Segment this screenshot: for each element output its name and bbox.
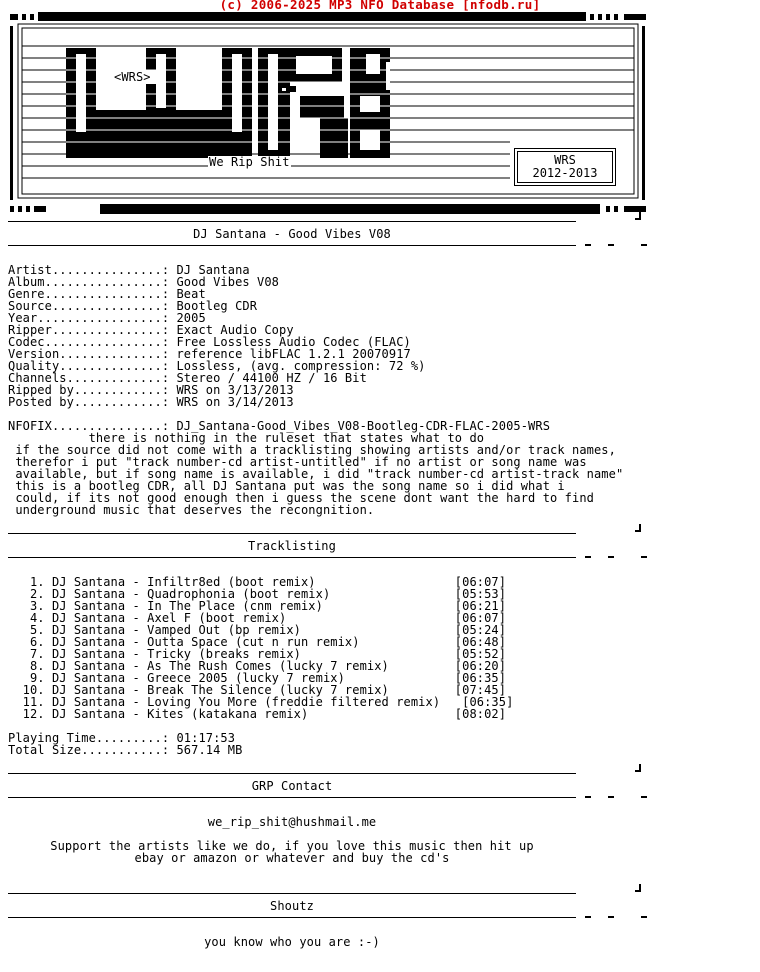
section-tracklisting: Tracklisting bbox=[248, 539, 336, 553]
track-row: 9. DJ Santana - Greece 2005 (lucky 7 remix) [06:35] bbox=[8, 671, 507, 685]
section-shoutz: Shoutz bbox=[270, 899, 314, 913]
track-row: 11. DJ Santana - Loving You More (freddie filtered remix) [06:35] bbox=[8, 695, 514, 709]
shoutz-text: you know who you are :-) bbox=[204, 935, 380, 949]
info-line: Source...............: Bootleg CDR bbox=[8, 299, 258, 313]
track-row: 2. DJ Santana - Quadrophonia (boot remix) [05:53] bbox=[8, 587, 507, 601]
info-line: Codec................: Free Lossless Audio Codec (FLAC) bbox=[8, 335, 411, 349]
track-row: 8. DJ Santana - As The Rush Comes (lucky 7 remix) [06:20] bbox=[8, 659, 507, 673]
nfofix-line: available, but if song name is available, i did "track number-cd artist-track name" bbox=[8, 467, 624, 481]
nfofix-line: if the source did not come with a tracklisting showing artists and/or track names, bbox=[8, 443, 616, 457]
divider bbox=[8, 893, 576, 894]
divider bbox=[8, 221, 576, 222]
corner-mark bbox=[638, 884, 641, 892]
track-row: 10. DJ Santana - Break The Silence (lucky 7 remix) [07:45] bbox=[8, 683, 507, 697]
track-row: 12. DJ Santana - Kites (katakana remix) [08:02] bbox=[8, 707, 507, 721]
divider bbox=[8, 773, 576, 774]
corner-mark bbox=[638, 764, 641, 772]
section-contact: GRP Contact bbox=[251, 779, 333, 793]
corner-mark bbox=[638, 524, 641, 532]
divider bbox=[8, 917, 576, 918]
nfofix-line: could, if its not good enough then i guess the scene dont want the hard to find bbox=[8, 491, 594, 505]
group-name: WRS bbox=[554, 153, 576, 167]
nfodb-credit: (c) 2006-2025 MP3 NFO Database [nfodb.ru] bbox=[219, 0, 541, 12]
track-row: 1. DJ Santana - Infiltr8ed (boot remix) [06:07] bbox=[8, 575, 507, 589]
divider bbox=[8, 245, 576, 246]
info-line: Channels.............: Stereo / 44100 HZ / 16 Bit bbox=[8, 371, 367, 385]
contact-email: we_rip_shit@hushmail.me bbox=[207, 815, 377, 829]
track-row: 6. DJ Santana - Outta Space (cut n run remix) [06:48] bbox=[8, 635, 507, 649]
info-line: Ripper...............: Exact Audio Copy bbox=[8, 323, 294, 337]
info-line: Album................: Good Vibes V08 bbox=[8, 275, 280, 289]
nfofix-line: NFOFIX...............: DJ_Santana-Good_Vibes_V08-Bootleg-CDR-FLAC-2005-WRS bbox=[8, 419, 551, 433]
info-line: Posted by............: WRS on 3/14/2013 bbox=[8, 395, 294, 409]
track-row: 5. DJ Santana - Vamped Out (bp remix) [05:24] bbox=[8, 623, 507, 637]
info-line: Artist...............: DJ Santana bbox=[8, 263, 250, 277]
corner-mark bbox=[638, 212, 641, 220]
divider bbox=[8, 533, 576, 534]
logo-slogan: We Rip Shit bbox=[209, 155, 290, 169]
logo-tag: <WRS> bbox=[114, 70, 151, 84]
support-line-2: ebay or amazon or whatever and buy the cd's bbox=[134, 851, 450, 865]
divider bbox=[8, 797, 576, 798]
total-line: Total Size...........: 567.14 MB bbox=[8, 743, 243, 757]
info-line: Ripped by............: WRS on 3/13/2013 bbox=[8, 383, 294, 397]
nfofix-line: underground music that deserves the recongnition. bbox=[8, 503, 375, 517]
group-year-box bbox=[514, 148, 616, 186]
track-row: 4. DJ Santana - Axel F (boot remix) [06:07] bbox=[8, 611, 507, 625]
support-line-1: Support the artists like we do, if you love this music then hit up bbox=[50, 839, 534, 853]
wrs-banner-logo bbox=[0, 0, 760, 222]
group-years: 2012-2013 bbox=[532, 166, 598, 180]
release-title: DJ Santana - Good Vibes V08 bbox=[193, 227, 391, 241]
info-line: Genre................: Beat bbox=[8, 287, 206, 301]
info-line: Year.................: 2005 bbox=[8, 311, 206, 325]
divider bbox=[8, 557, 576, 558]
total-line: Playing Time.........: 01:17:53 bbox=[8, 731, 236, 745]
track-row: 7. DJ Santana - Tricky (breaks remix) [05:52] bbox=[8, 647, 507, 661]
nfofix-line: therefor i put "track number-cd artist-untitled" if no artist or song name was bbox=[8, 455, 587, 469]
nfofix-line: there is nothing in the ruleset that states what to do bbox=[8, 431, 485, 445]
nfofix-line: this is a bootleg CDR, all DJ Santana put was the song name so i did what i bbox=[8, 479, 565, 493]
info-line: Version..............: reference libFLAC 1.2.1 20070917 bbox=[8, 347, 411, 361]
info-line: Quality..............: Lossless, (avg. compression: 72 %) bbox=[8, 359, 426, 373]
track-row: 3. DJ Santana - In The Place (cnm remix) [06:21] bbox=[8, 599, 507, 613]
